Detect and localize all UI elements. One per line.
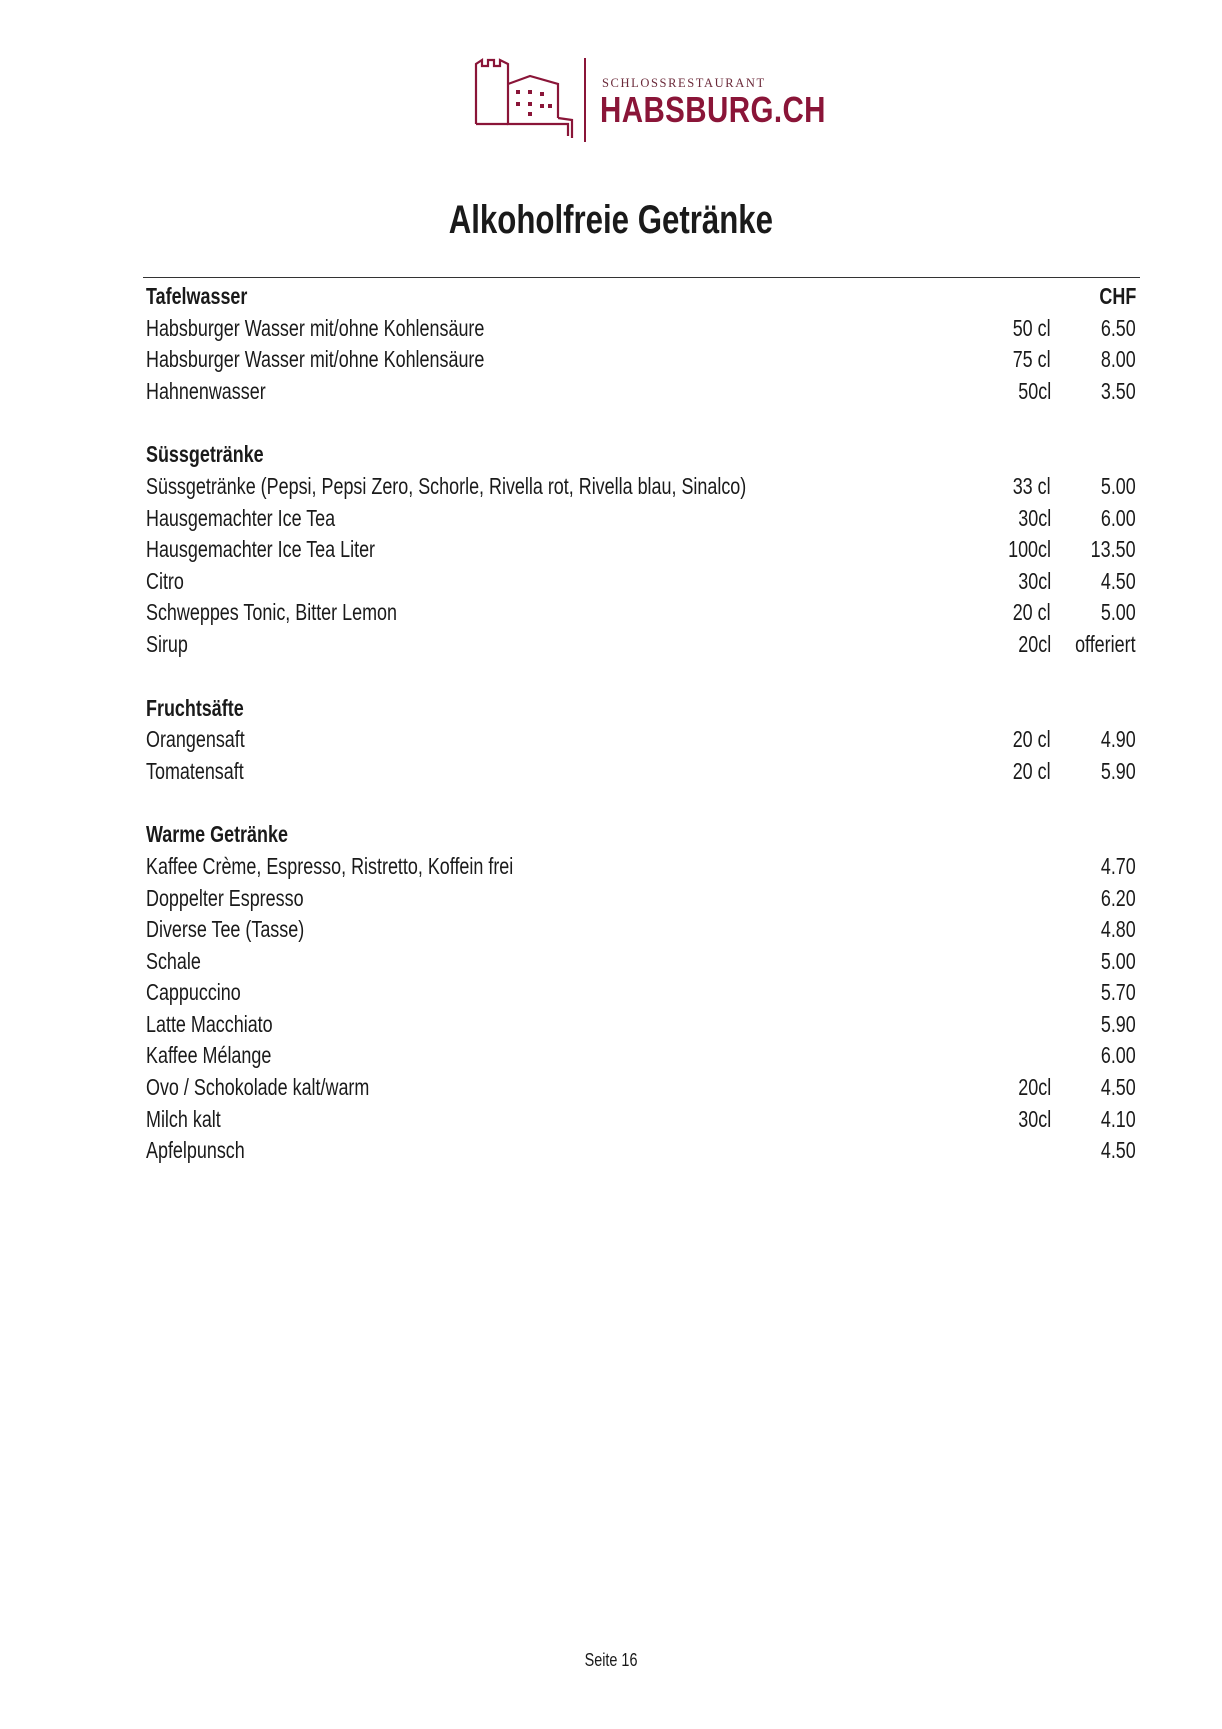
item-price: 4.50 (1101, 567, 1136, 594)
item-name: Habsburger Wasser mit/ohne Kohlensäure (146, 314, 485, 341)
page-title (0, 198, 1222, 243)
section-heading (146, 281, 1136, 313)
restaurant-logo (472, 56, 826, 146)
item-price: 4.90 (1101, 726, 1136, 753)
item-price: 4.70 (1101, 852, 1136, 879)
menu-item-row (146, 1040, 1136, 1072)
section-title: Warme Getränke (146, 821, 288, 848)
menu-item-row (146, 344, 1136, 376)
menu-item-row (146, 503, 1136, 535)
section-heading (146, 693, 1136, 725)
item-name: Diverse Tee (Tasse) (146, 916, 305, 943)
item-size: 50cl (1018, 377, 1051, 404)
item-name: Schale (146, 947, 201, 974)
item-name: Kaffee Mélange (146, 1042, 272, 1069)
menu-item-row (146, 1072, 1136, 1104)
item-name: Kaffee Crème, Espresso, Ristretto, Koffein frei (146, 852, 514, 879)
logo-divider (584, 58, 586, 142)
section-gap (146, 407, 1136, 439)
item-name: Süssgetränke (Pepsi, Pepsi Zero, Schorle, Rivella rot, Rivella blau, Sinalco) (146, 472, 747, 499)
item-name: Doppelter Espresso (146, 884, 304, 911)
item-price: 4.50 (1101, 1137, 1136, 1164)
logo-subtitle: SCHLOSSRESTAURANT (602, 76, 766, 90)
drinks-menu (146, 281, 1136, 1167)
item-price: 4.50 (1101, 1074, 1136, 1101)
menu-item-row (146, 597, 1136, 629)
section-title: Tafelwasser (146, 283, 248, 309)
item-name: Hausgemachter Ice Tea Liter (146, 536, 376, 563)
menu-item-row (146, 756, 1136, 788)
item-name: Sirup (146, 630, 188, 657)
menu-item-row (146, 1104, 1136, 1136)
menu-item-row (146, 1135, 1136, 1167)
item-price: 5.90 (1101, 1010, 1136, 1037)
section-heading (146, 819, 1136, 851)
item-name: Milch kalt (146, 1105, 221, 1132)
item-price: 4.80 (1101, 916, 1136, 943)
page-footer (0, 1650, 1222, 1671)
item-name: Orangensaft (146, 726, 245, 753)
menu-item-row (146, 977, 1136, 1009)
menu-item-row (146, 566, 1136, 598)
menu-item-row (146, 946, 1136, 978)
menu-item-row (146, 313, 1136, 345)
item-size: 30cl (1018, 567, 1051, 594)
item-size: 30cl (1018, 504, 1051, 531)
section-heading (146, 439, 1136, 471)
section-gap (146, 787, 1136, 819)
menu-item-row (146, 914, 1136, 946)
item-price: offeriert (1075, 630, 1136, 657)
item-price: 13.50 (1091, 536, 1136, 563)
item-price: 5.70 (1101, 979, 1136, 1006)
menu-item-row (146, 724, 1136, 756)
item-price: 5.90 (1101, 757, 1136, 784)
item-name: Latte Macchiato (146, 1010, 273, 1037)
item-name: Ovo / Schokolade kalt/warm (146, 1074, 370, 1101)
page-title-text: Alkoholfreie Getränke (448, 198, 774, 242)
header-rule (143, 277, 1140, 278)
menu-item-row (146, 376, 1136, 408)
menu-item-row (146, 534, 1136, 566)
item-size: 30cl (1018, 1105, 1051, 1132)
item-size: 20 cl (1013, 599, 1051, 626)
item-size: 20cl (1018, 1074, 1051, 1101)
menu-item-row (146, 851, 1136, 883)
logo-name: HABSBURG.CH (600, 89, 826, 130)
currency-label: CHF (1099, 283, 1136, 309)
item-name: Tomatensaft (146, 757, 244, 784)
item-name: Citro (146, 567, 184, 594)
item-name: Schweppes Tonic, Bitter Lemon (146, 599, 397, 626)
item-size: 33 cl (1013, 472, 1051, 499)
item-name: Hausgemachter Ice Tea (146, 504, 336, 531)
section-gap (146, 661, 1136, 693)
castle-icon (472, 56, 582, 146)
item-name: Cappuccino (146, 979, 241, 1006)
page-number: Seite 16 (584, 1650, 638, 1670)
section-title: Fruchtsäfte (146, 694, 244, 721)
item-size: 50 cl (1013, 314, 1051, 341)
item-size: 75 cl (1013, 346, 1051, 373)
item-size: 100cl (1008, 536, 1051, 563)
item-price: 6.20 (1101, 884, 1136, 911)
menu-item-row (146, 471, 1136, 503)
item-price: 4.10 (1101, 1105, 1136, 1132)
item-price: 6.00 (1101, 504, 1136, 531)
section-title: Süssgetränke (146, 441, 264, 468)
item-price: 5.00 (1101, 599, 1136, 626)
item-name: Hahnenwasser (146, 377, 266, 404)
item-name: Habsburger Wasser mit/ohne Kohlensäure (146, 346, 485, 373)
item-price: 6.50 (1101, 314, 1136, 341)
item-price: 3.50 (1101, 377, 1136, 404)
item-size: 20cl (1018, 630, 1051, 657)
item-price: 5.00 (1101, 947, 1136, 974)
menu-item-row (146, 629, 1136, 661)
item-price: 8.00 (1101, 346, 1136, 373)
menu-item-row (146, 1009, 1136, 1041)
menu-item-row (146, 883, 1136, 915)
item-price: 5.00 (1101, 472, 1136, 499)
item-name: Apfelpunsch (146, 1137, 245, 1164)
item-size: 20 cl (1013, 757, 1051, 784)
item-size: 20 cl (1013, 726, 1051, 753)
item-price: 6.00 (1101, 1042, 1136, 1069)
